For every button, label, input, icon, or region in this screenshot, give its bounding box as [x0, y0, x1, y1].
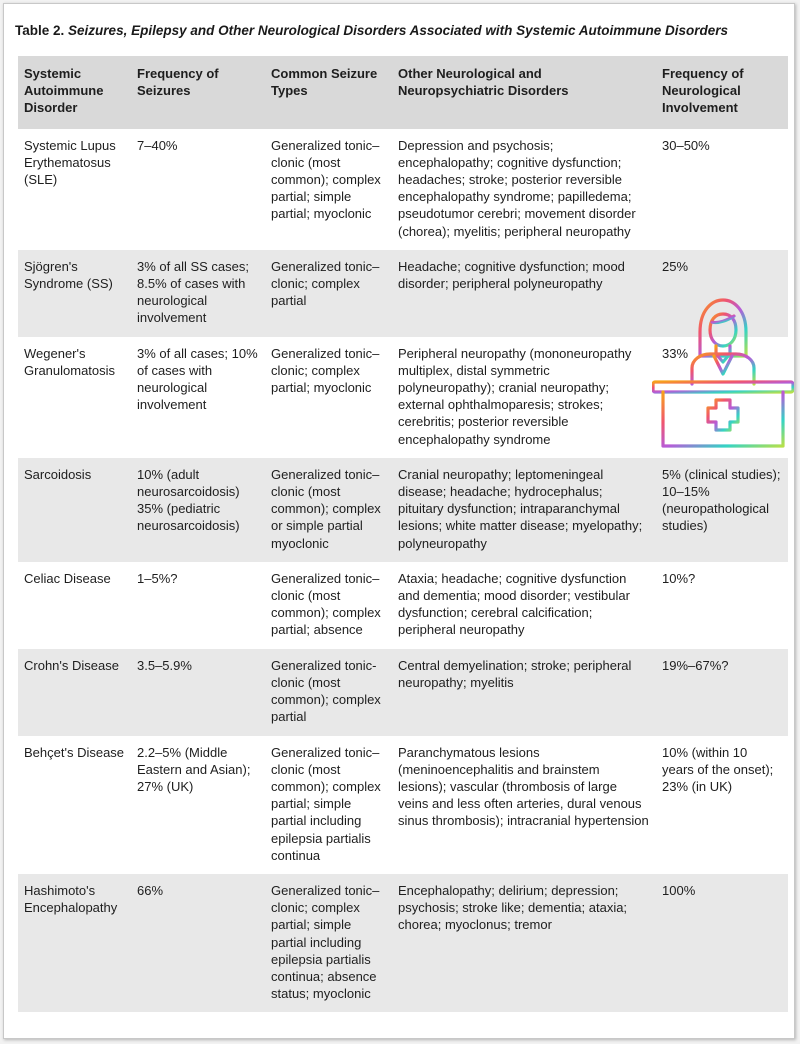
cell-neuro-frequency: 25% — [662, 258, 689, 274]
header-seizure-frequency: Frequency of Seizures — [137, 66, 219, 99]
table-row — [18, 562, 788, 649]
cell-disorder: Wegener's Granulomatosis — [24, 345, 116, 378]
cell-seizure-frequency: 3.5–5.9% — [137, 657, 192, 673]
cell-other-disorders: Encephalopathy; delirium; depression; psychosis; stroke like; dementia; ataxia; chorea; myoclonus; tremor — [398, 882, 628, 933]
cell-neuro-frequency: 10% (within 10 years of the onset); 23% (in UK) — [662, 744, 774, 794]
cell-seizure-types: Generalized tonic–clonic (most common); complex partial; simple partial including epilepsia partialis continua — [271, 744, 381, 863]
cell-disorder: Sjögren's Syndrome (SS) — [24, 258, 113, 292]
cell-disorder: Systemic Lupus Erythematosus (SLE) — [24, 137, 116, 188]
cell-seizure-types: Generalized tonic–clonic; complex partial; myoclonic — [271, 345, 380, 396]
cell-other-disorders: Cranial neuropathy; leptomeningeal disease; headache; hydrocephalus; pituitary dysfunction; intraparanchymal lesions; white matter disease; myelopathy; polyneuropathy — [398, 466, 643, 551]
cell-neuro-frequency: 10%? — [662, 570, 696, 586]
cell-neuro-frequency: 33% — [662, 345, 689, 361]
table-row — [18, 458, 788, 562]
cell-seizure-frequency: 3% of all SS cases; 8.5% of cases with neurological involvement — [137, 258, 249, 326]
table-row — [18, 736, 788, 874]
table-title: Seizures, Epilepsy and Other Neurological Disorders Associated with Systemic Autoimmune Disorders — [68, 23, 728, 38]
cell-seizure-types: Generalized tonic–clonic; complex partial; simple partial including epilepsia partialis continua; absence status; myoclonic — [271, 882, 380, 1002]
cell-seizure-frequency: 3% of all cases; 10% of cases with neurological involvement — [137, 345, 258, 413]
table-caption — [15, 23, 728, 38]
cell-seizure-types: Generalized tonic–clonic (most common); complex or simple partial myoclonic — [271, 466, 381, 551]
cell-seizure-frequency: 10% (adult neurosarcoidosis) 35% (pediatric neurosarcoidosis) — [137, 466, 240, 534]
table-number: Table 2. — [15, 23, 65, 38]
cell-other-disorders: Depression and psychosis; encephalopathy; cognitive dysfunction; headaches; stroke; posterior reversible encephalopathy syndrome; papilledema; pseudotumor cerebri; movement disorder (chorea); myelitis; peripheral neuropathy — [398, 137, 636, 239]
cell-seizure-types: Generalized tonic-clonic (most common); complex partial — [271, 657, 381, 725]
cell-other-disorders: Paranchymatous lesions (meninoencephalitis and brainstem lesions); vascular (thrombosis of large veins and less often arteries, dural venous sinus thrombosis); intracranial hypertension — [398, 744, 649, 829]
table-row — [18, 250, 788, 337]
cell-neuro-frequency: 19%–67%? — [662, 657, 729, 673]
cell-other-disorders: Central demyelination; stroke; peripheral neuropathy; myelitis — [398, 657, 632, 690]
table-header-row — [18, 56, 788, 129]
cell-neuro-frequency: 30–50% — [662, 137, 710, 153]
header-other-disorders: Other Neurological and Neuropsychiatric Disorders — [398, 66, 569, 99]
cell-other-disorders: Peripheral neuropathy (mononeuropathy multiplex, distal symmetric polyneuropathy); cranial neuropathy; external ophthalmoparesis; strokes; cerebritis; posterior reversible encephalopathy syndrome — [398, 345, 632, 447]
document-page — [3, 3, 795, 1039]
cell-disorder: Sarcoidosis — [24, 466, 92, 482]
cell-neuro-frequency: 5% (clinical studies); 10–15% (neuropathological studies) — [662, 466, 781, 534]
header-seizure-types: Common Seizure Types — [271, 66, 378, 99]
table-row — [18, 874, 788, 1012]
table-row — [18, 649, 788, 736]
cell-seizure-types: Generalized tonic–clonic (most common); complex partial; absence — [271, 570, 381, 638]
cell-disorder: Crohn's Disease — [24, 657, 119, 673]
cell-other-disorders: Headache; cognitive dysfunction; mood disorder; peripheral polyneuropathy — [398, 258, 625, 292]
cell-disorder: Celiac Disease — [24, 570, 111, 586]
cell-seizure-frequency: 7–40% — [137, 137, 178, 153]
cell-seizure-frequency: 2.2–5% (Middle Eastern and Asian); 27% (UK) — [137, 744, 251, 794]
cell-seizure-frequency: 1–5%? — [137, 570, 178, 586]
neurological-disorders-table — [18, 56, 788, 1012]
cell-seizure-types: Generalized tonic–clonic; complex partial — [271, 258, 380, 309]
cell-disorder: Hashimoto's Encephalopathy — [24, 882, 118, 916]
cell-other-disorders: Ataxia; headache; cognitive dysfunction and dementia; mood disorder; vestibular dysfunction; cerebral calcification; peripheral neuropathy — [398, 570, 630, 638]
table-row — [18, 129, 788, 250]
table-row — [18, 337, 788, 458]
cell-neuro-frequency: 100% — [662, 882, 696, 898]
cell-disorder: Behçet's Disease — [24, 744, 125, 760]
header-disorder: Systemic Autoimmune Disorder — [24, 66, 104, 116]
cell-seizure-types: Generalized tonic–clonic (most common); complex partial; simple partial; myoclonic — [271, 137, 381, 222]
header-neuro-frequency: Frequency of Neurological Involvement — [662, 66, 744, 116]
cell-seizure-frequency: 66% — [137, 882, 164, 898]
